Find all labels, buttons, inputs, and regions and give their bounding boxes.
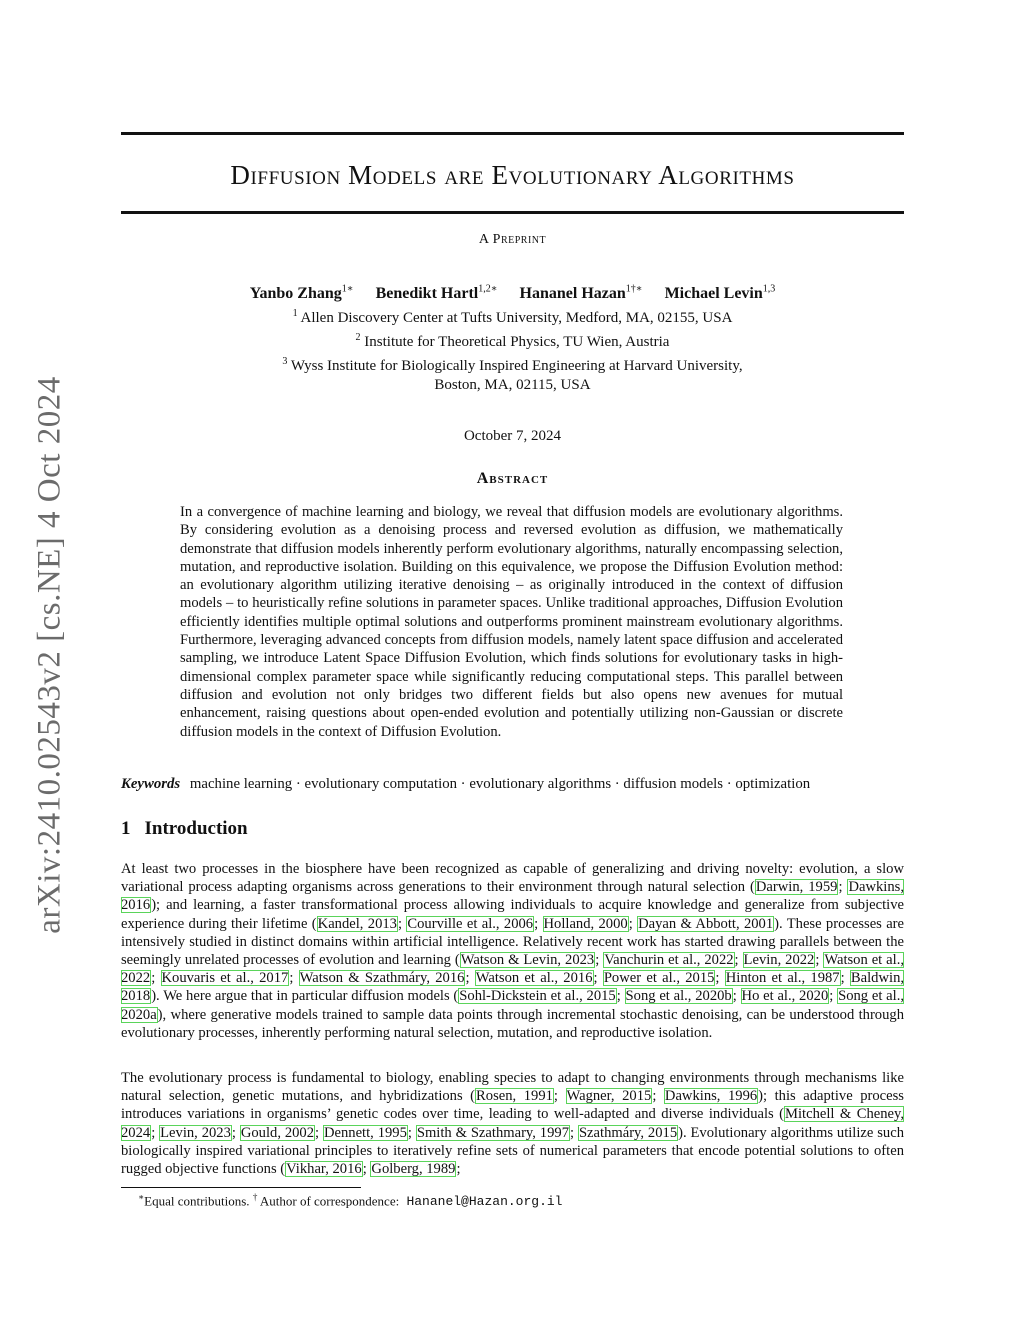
paragraph-text: ; <box>534 915 543 932</box>
section-heading <box>121 818 248 840</box>
citation-link[interactable]: Song et al., 2020a <box>121 988 904 1023</box>
title-rule-bottom <box>121 211 904 214</box>
intro-paragraph-2 <box>121 1069 904 1178</box>
abstract-heading: Abstract <box>476 470 549 487</box>
keywords <box>121 776 904 793</box>
citation-link[interactable]: Rosen, 1991 <box>476 1088 553 1105</box>
citation-link[interactable]: Vanchurin et al., 2022 <box>604 952 734 969</box>
author: Michael Levin$^{1,3}$ <box>664 284 776 303</box>
citation-link[interactable]: Power et al., 2015 <box>603 970 715 987</box>
paragraph-text: ; <box>829 988 838 1005</box>
citation-link[interactable]: Courville et al., 2006 <box>407 915 534 932</box>
paragraph-text: ; <box>231 1124 240 1141</box>
citation-link[interactable]: Mitchell & Cheney, 2024 <box>121 1106 904 1141</box>
citation-link[interactable]: Sohl-Dickstein et al., 2015 <box>459 988 616 1005</box>
preprint-label: A Preprint <box>478 232 547 247</box>
citation-link[interactable]: Watson & Levin, 2023 <box>460 952 595 969</box>
paragraph-text: ); this adaptive process introduces variations in organisms’ genetic codes over time, leading to well-adapted and diverse individuals ( <box>121 1088 904 1123</box>
citation-link[interactable]: Hinton et al., 1987 <box>725 970 840 987</box>
citation-link[interactable]: Watson & Szathmáry, 2016 <box>299 970 465 987</box>
paragraph-text: ; <box>593 970 603 987</box>
paragraph-text: ; <box>407 1124 416 1141</box>
citation-link[interactable]: Wagner, 2015 <box>566 1088 652 1105</box>
citation-link[interactable]: Golberg, 1989 <box>371 1161 456 1178</box>
citation-link[interactable]: Dennett, 1995 <box>323 1124 407 1141</box>
paragraph-text: ; <box>616 988 625 1005</box>
paragraph-text: ; <box>838 879 848 896</box>
citation-link[interactable]: Baldwin, 2018 <box>121 970 905 1005</box>
paragraph-text: ). We here argue that in particular diffusion models ( <box>151 988 459 1005</box>
citation-link[interactable]: Holland, 2000 <box>543 915 628 932</box>
paragraph-text: ; <box>315 1124 323 1141</box>
affiliation: $^1$ Allen Discovery Center at Tufts University, Medford, MA, 02155, USA <box>292 308 733 326</box>
paragraph-text: ; <box>595 952 604 969</box>
paragraph-text: ; <box>397 915 407 932</box>
paragraph-text: ; <box>553 1088 566 1105</box>
citation-link[interactable]: Gould, 2002 <box>240 1124 315 1141</box>
citation-link[interactable]: Levin, 2023 <box>160 1124 231 1141</box>
section-title: Introduction <box>144 818 248 839</box>
paragraph-text: ). These processes are intensively studied in distinct domains within artificial intelligence. Relatively recent work has started drawing parallels between the seemingly unrelated processes of evolution and learning ( <box>121 915 905 969</box>
citation-link[interactable]: Kandel, 2013 <box>317 915 397 932</box>
keywords-list: machine learning · evolutionary computation · evolutionary algorithms · diffusion models · optimization <box>189 776 811 792</box>
correspondence-email[interactable]: Hananel@Hazan.org.il <box>406 1194 563 1210</box>
paragraph-text: ; <box>289 970 299 987</box>
keywords-label: Keywords <box>121 776 181 792</box>
citation-link[interactable]: Watson et al., 2016 <box>475 970 593 987</box>
author: Benedikt Hartl$^{1,2∗}$ <box>375 284 498 303</box>
paragraph-text: ). Evolutionary algorithms utilize such biologically inspired variational principles to iteratively refine sets of numerical parameters that encode potential solutions to often rugged objective functions ( <box>121 1124 905 1178</box>
paragraph-text: ; <box>362 1161 371 1178</box>
citation-link[interactable]: Song et al., 2020b <box>625 988 732 1005</box>
affiliations <box>121 304 904 395</box>
paragraph-text: ; <box>456 1161 461 1178</box>
citation-link[interactable]: Szathmáry, 2015 <box>578 1124 678 1141</box>
title-rule-top <box>121 132 904 135</box>
author-list <box>121 284 904 303</box>
paragraph-text: ), where generative models trained to sample data points through incremental stochastic denoising, can be understood through evolutionary processes, inherently performing natural selection, mutation, and reproductive isolation. <box>121 1006 904 1041</box>
author: Yanbo Zhang$^{1∗}$ <box>249 284 354 303</box>
citation-link[interactable]: Watson et al., 2022 <box>121 952 904 987</box>
paragraph-text: ; <box>715 970 725 987</box>
paragraph-text: ; <box>151 970 161 987</box>
citation-link[interactable]: Vikhar, 2016 <box>286 1161 362 1178</box>
footnote: ∗Equal contributions. † Author of correspondence: Hananel@Hazan.org.il <box>138 1192 563 1210</box>
arxiv-identifier-text: arXiv:2410.02543v2 [cs.NE] 4 Oct 2024 <box>31 376 68 934</box>
paragraph-text: The evolutionary process is fundamental to biology, enabling species to adapt to changing environments through mechanisms like natural selection, genetic mutations, and hybridizations ( <box>121 1070 904 1105</box>
paragraph-text: ; <box>628 915 638 932</box>
paragraph-text: ; <box>815 952 824 969</box>
paragraph-text: ; <box>732 988 741 1005</box>
section-number: 1 <box>121 818 131 839</box>
paragraph-text: At least two processes in the biosphere have been recognized as capable of generalizing and driving novelty: evolution, a slow variational process adapting organisms across generations to their environment through natural selection ( <box>121 861 904 896</box>
paragraph-text: ; <box>570 1124 578 1141</box>
citation-link[interactable]: Dawkins, 1996 <box>664 1088 758 1105</box>
affiliation: $^2$ Institute for Theoretical Physics, TU Wien, Austria <box>355 332 670 350</box>
abstract-body: In a convergence of machine learning and biology, we reveal that diffusion models are evolutionary algorithms. By considering evolution as a denoising process and reversed evolution as diffusion, we mathematically demonstrate that diffusion models inherently perform evolutionary algorithms, naturally encompassing selection, mutation, and reproductive isolation. Building on this equivalence, we propose the Diffusion Evolution method: an evolutionary algorithm utilizing iterative denoising – as originally introduced in the context of diffusion models – to heuristically refine solutions in parameter spaces. Unlike traditional approaches, Diffusion Evolution efficiently identifies multiple optimal solutions and outperforms prominent mainstream evolutionary algorithms. Furthermore, leveraging advanced concepts from diffusion models, namely latent space diffusion and accelerated sampling, we introduce Latent Space Diffusion Evolution, which finds solutions for evolutionary tasks in high-dimensional complex parameter space while significantly reducing computational steps. This parallel between diffusion and evolution not only bridges two different fields but also opens new avenues for mutual enhancement, raising questions about open-ended evolution and potentially utilizing non-Gaussian or discrete diffusion models in the context of Diffusion Evolution. <box>180 504 843 740</box>
citation-link[interactable]: Dawkins, 2016 <box>121 879 904 914</box>
paragraph-text: ; <box>734 952 743 969</box>
author: Hananel Hazan$^{1\dagger∗}$ <box>519 284 643 303</box>
citation-link[interactable]: Levin, 2022 <box>743 952 815 969</box>
affiliation: $^3$ Wyss Institute for Biologically Inspired Engineering at Harvard University, <box>282 356 743 374</box>
arxiv-identifier <box>20 365 80 945</box>
citation-link[interactable]: Ho et al., 2020 <box>741 988 829 1005</box>
paragraph-text: ; <box>465 970 475 987</box>
paper-title: Diffusion Models are Evolutionary Algorithms <box>230 160 795 190</box>
citation-link[interactable]: Darwin, 1959 <box>755 879 838 896</box>
affiliation-continued: Boston, MA, 02115, USA <box>434 377 591 393</box>
citation-link[interactable]: Smith & Szathmary, 1997 <box>416 1124 569 1141</box>
citation-link[interactable]: Kouvaris et al., 2017 <box>161 970 289 987</box>
footnote-rule <box>121 1187 361 1188</box>
publication-date: October 7, 2024 <box>463 428 562 444</box>
paragraph-text: ); and learning, a faster transformational process allowing individuals to acquire knowledge and generalize from subjective experience during their lifetime ( <box>121 897 904 932</box>
paragraph-text: ; <box>840 970 850 987</box>
paragraph-text: ; <box>151 1124 160 1141</box>
citation-link[interactable]: Dayan & Abbott, 2001 <box>638 915 774 932</box>
intro-paragraph-1 <box>121 860 904 1042</box>
paragraph-text: ; <box>652 1088 664 1105</box>
